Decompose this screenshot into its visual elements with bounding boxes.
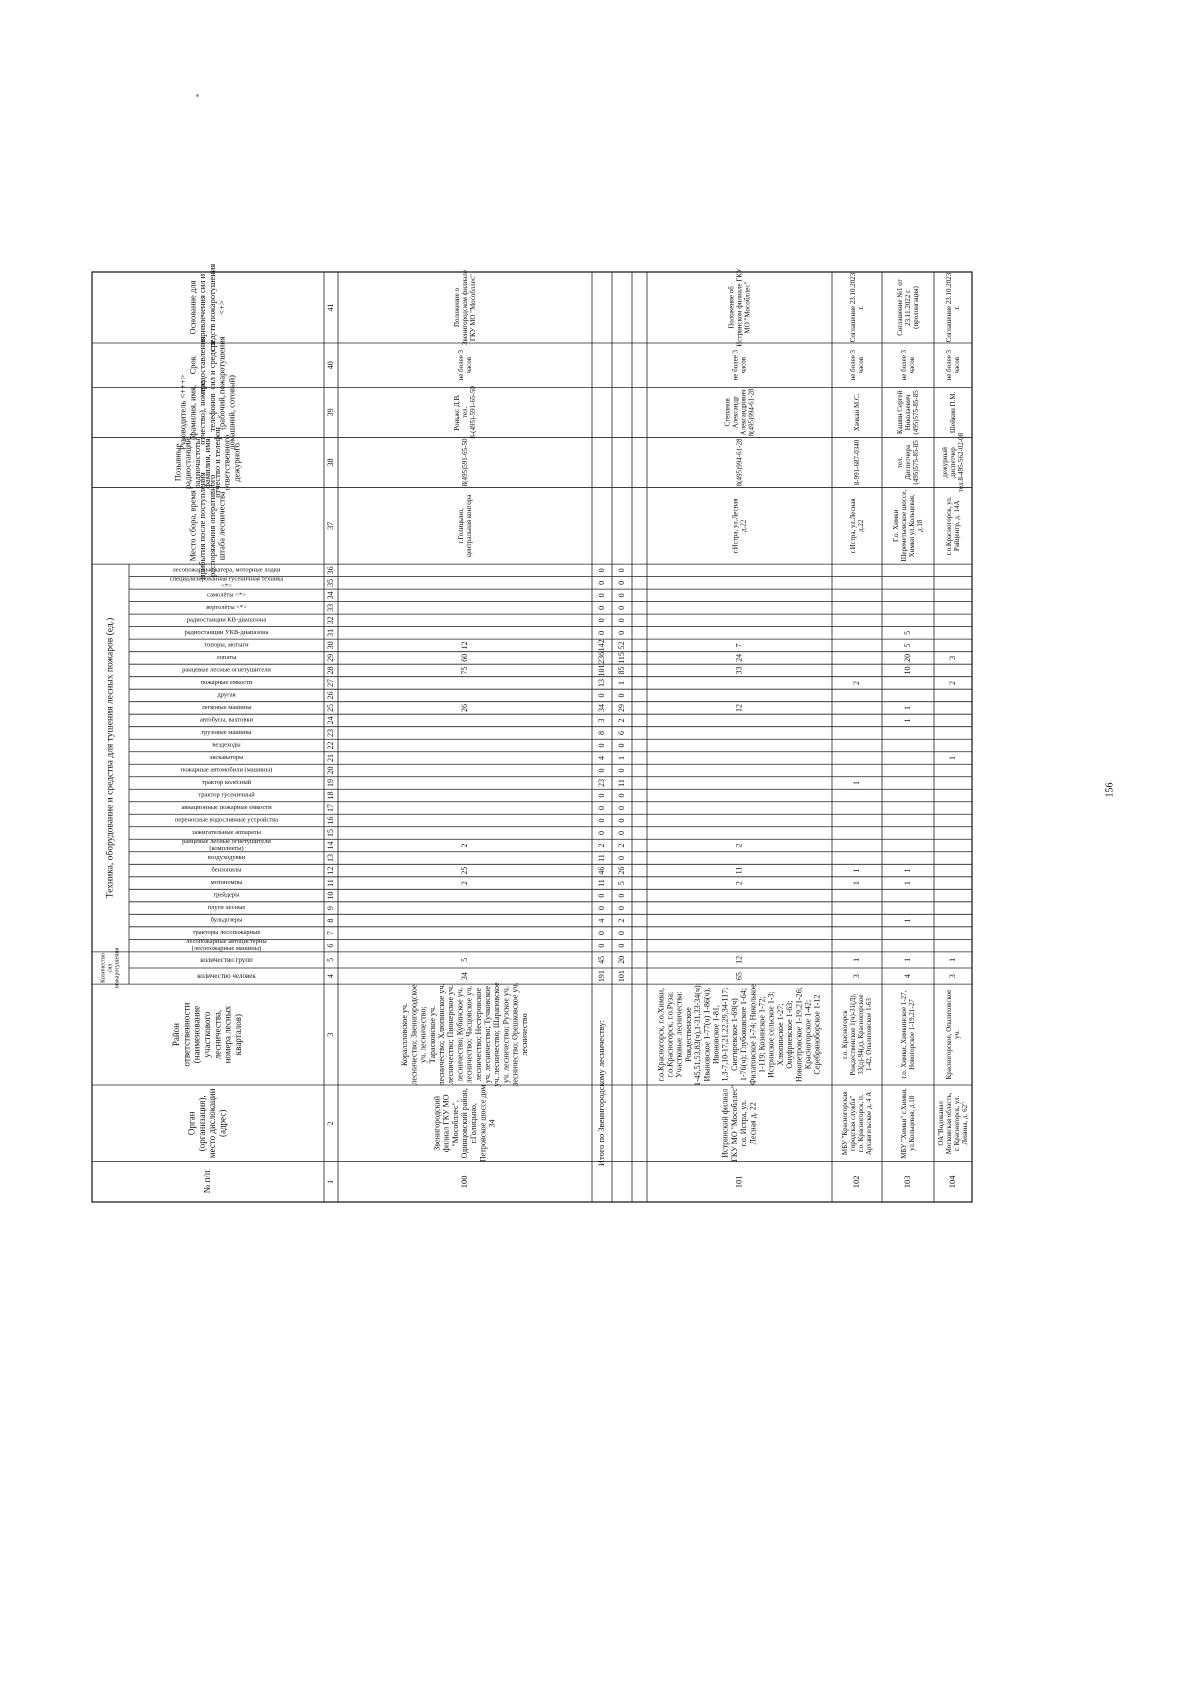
row-100-groups: 5 — [459, 957, 469, 962]
row-100-equipment-23: 75 — [459, 666, 469, 675]
header-equipment-24 — [217, 654, 238, 661]
subtotal-groups: 20 — [616, 955, 626, 964]
header-equipment-31 — [173, 567, 282, 574]
subtotal-equipment-9: 2 — [596, 843, 606, 848]
column-number: 24 — [325, 716, 335, 725]
header-num: № п/п — [202, 1170, 213, 1194]
column-number: 38 — [325, 458, 335, 467]
row-104-head: Шейкин П.М. — [948, 391, 957, 434]
subtotal-equipment-18: 6 — [616, 730, 626, 735]
header-equipment-18 — [201, 729, 252, 736]
row-100-num: 100 — [458, 1175, 469, 1189]
header-equipment-12-text: авиационные пожарные емкости — [181, 804, 272, 812]
row-103-head: Кашин СергейНиколаевич(495)575-85-85 — [895, 390, 920, 435]
subtotal-equipment-29: 0 — [616, 593, 626, 598]
column-number: 41 — [325, 303, 335, 312]
subtotal-equipment-20: 29 — [616, 703, 626, 712]
column-number: 6 — [325, 943, 335, 948]
subtotal-equipment-7: 26 — [616, 866, 626, 875]
subtotal-equipment-6: 5 — [616, 881, 626, 886]
header-equipment-4-text: плуги лесные — [207, 904, 246, 912]
column-number: 26 — [325, 691, 335, 700]
row-104-duty: дежурныйдиспетчертел.8-495-562-02-08 — [940, 432, 965, 493]
header-people — [197, 972, 256, 980]
header-equipment-28-text: вертолёты <*> — [206, 604, 247, 612]
row-104-term: не более 3часов — [944, 349, 961, 381]
column-number: 14 — [325, 841, 335, 850]
header-duty: Позывныерадиостанций,радиочастоты,фамилия, имя,отчество и телефонответственногодежурного — [172, 427, 242, 498]
header-equipment-16 — [210, 754, 245, 761]
subtotal-equipment-15: 0 — [616, 768, 626, 773]
header-equipment-1 — [186, 939, 267, 953]
subtotal-equipment-22: 1 — [616, 680, 626, 685]
row-101-groups: 12 — [734, 955, 744, 964]
header-equipment-18-text: грузовые машины — [201, 729, 252, 737]
header-equipment-28 — [206, 604, 247, 611]
column-number: 7 — [325, 931, 335, 936]
header-equipment-11-text: переносные водосливные устройства — [174, 817, 279, 825]
column-number: 35 — [325, 578, 335, 587]
row-100-equipment-9: 2 — [459, 843, 469, 848]
header-equipment-16-text: экскаваторы — [209, 754, 244, 762]
subtotal-equipment-12: 0 — [596, 806, 606, 811]
row-103-num: 103 — [901, 1175, 912, 1189]
subtotal-equipment-20: 34 — [596, 703, 606, 712]
header-equipment-10-text: зажигательные аппараты — [192, 829, 261, 837]
subtotal-equipment-24: 115 — [616, 652, 626, 664]
row-103-area: г.о. Химки, Химкинское 1-27,Новогорское 1-19,21-27 — [899, 990, 916, 1079]
row-100-equipment-24: 60 — [459, 653, 469, 662]
subtotal-equipment-6: 11 — [596, 879, 606, 887]
row-102-assembly: г.Истра, ул.Леснаяд.22 — [848, 498, 865, 554]
header-equipment-25 — [204, 642, 249, 649]
header-equipment-5-text: грейдеры — [213, 892, 240, 900]
header-equipment-27-text: радиостанции КВ-диапазона — [186, 616, 267, 624]
header-equipment-6-text: мотопомпы — [210, 879, 243, 887]
row-100-area: Кораллловское уч.лесничество; Звенигородскоеуч. лесничество;Тарасковское уч.лесничество; Хлюпинское уч.лесничество; Пионерское уч.лесничество; Кубинское уч.лесничество; Часцовское уч.лесничество; Нестеровскоеуч. лесничество; Тучковскоеуч. лесничество; Шараповскоеуч. лесничество; Рузское уч.лесничество; Орешковское уч.лесничество — [400, 982, 529, 1087]
row-102-groups: 1 — [851, 957, 861, 962]
subtotal-equipment-23: 85 — [616, 666, 626, 675]
column-number: 16 — [325, 816, 335, 825]
column-number: 33 — [325, 603, 335, 612]
row-104-people: 3 — [947, 974, 957, 979]
column-number: 23 — [325, 728, 335, 737]
row-100-duty: 8(495)591-65-50 — [460, 438, 469, 487]
column-number: 19 — [325, 778, 335, 787]
header-equipment-10 — [192, 830, 262, 837]
header-equipment-5 — [213, 892, 240, 899]
row-101-equipment-20: 12 — [734, 703, 744, 712]
row-100-org: Звенигородскийфилиал ГКУ МО"Мособллес",Одинцовский район,г.Голицыно,Петровское шоссе дом34 — [432, 1084, 497, 1163]
subtotal-equipment-21: 0 — [596, 693, 606, 698]
header-groups — [200, 956, 253, 964]
row-104-area: Красногорское, Опалиховскоеуч. — [944, 989, 961, 1080]
subtotal-equipment-25: 142 — [596, 639, 606, 652]
column-number: 36 — [325, 566, 335, 575]
header-equipment-26-text: радиостанции УКВ-диапазона — [184, 629, 269, 637]
header-equipment-9-text: ранцевые лесные огнетушители (комплекты) — [182, 838, 271, 853]
subtotal-people: 191 — [596, 970, 606, 983]
header-equipment-20-text: легковые машины — [201, 704, 252, 712]
header-equipment-6 — [211, 880, 243, 887]
column-number: 8 — [325, 918, 335, 923]
subtotal-equipment-1: 0 — [616, 943, 626, 948]
column-number: 2 — [325, 1121, 335, 1126]
row-101-area: г.о.Красногорск, г.о.Химки,г.о.Красногорск, г.о.Руза;Участковые лесничества:Рождественское1-45,51,53,83(ч),1-31,33-34(ч);Ивановское 1-77(ч) 1-86(ч),Ивоновское 1-81,1,3-7,10-17,21,22,29,34-117;Снегиревское 1-69(ч)1-76(ч); Глубоковское 1-64;Филатовское 1-74; Николькое1-119; Козинское 1-72;Истринское сельское 1-3;Хлюпинское 1-27;Онуфриевское 1-63;Новопетровское 1-19,21-26;Красногорское 1-42;Серебряноборское 1-12 — [656, 983, 822, 1087]
header-org: Орган(организация),место дислокации(адрес) — [186, 1088, 228, 1159]
column-number: 25 — [325, 703, 335, 712]
header-equipment-20 — [201, 704, 252, 711]
subtotal-label: Итого по Звенигородскому лесничеству: — [595, 1019, 606, 1167]
row-101-org: Истринский филиалГКУ МО "Мособллес"г.о. Истра, ул.Лесная д. 22 — [720, 1084, 758, 1162]
subtotal-equipment-8: 0 — [616, 856, 626, 861]
header-equipment-19 — [200, 717, 254, 724]
row-104-equipment-22: 2 — [947, 680, 957, 685]
row-101-duty: 8(495)994-61-28 — [735, 438, 744, 487]
row-101-assembly: г.Истра, ул.Леснаяд.22 — [731, 498, 748, 554]
column-number: 28 — [325, 666, 335, 675]
header-equipment-1-text: лесопожарные автоцистерны (лесопожарные машины) — [186, 938, 267, 953]
row-103-equipment-23: 10 — [902, 666, 912, 675]
subtotal-equipment-2: 0 — [596, 931, 606, 936]
column-number: 27 — [325, 678, 335, 687]
column-number: 39 — [325, 408, 335, 417]
row-101-equipment-9: 2 — [734, 843, 744, 848]
row-103-groups: 1 — [902, 957, 912, 962]
row-103-equipment-26: 5 — [902, 630, 912, 635]
subtotal-equipment-14: 23 — [596, 778, 606, 787]
row-103-equipment-6: 1 — [902, 881, 912, 886]
row-100-people: 34 — [459, 972, 469, 981]
header-equipment-3 — [211, 917, 243, 924]
subtotal-equipment-29: 0 — [596, 593, 606, 598]
row-103-assembly: Г.о. ХимкиШереметьевское шоссе,Химки ул.Кольцевая,д.18 — [891, 489, 924, 562]
column-number: 5 — [325, 957, 335, 962]
header-equipment-9 — [182, 838, 271, 852]
header-equipment-26 — [184, 629, 268, 636]
subtotal-groups: 45 — [596, 955, 606, 964]
subtotal-equipment-17: 0 — [616, 743, 626, 748]
subtotal-equipment-25: 52 — [616, 641, 626, 650]
header-equipment-8-text: воздуходувки — [207, 854, 246, 862]
header-equipment-23 — [182, 667, 271, 674]
row-101-equipment-23: 33 — [734, 666, 744, 675]
column-number: 30 — [325, 641, 335, 650]
page-number: 156 — [1104, 782, 1116, 798]
header-head: Руководитель <+++>(фамилия, имя,отчество), номерателефонов(рабочий,домашний, сотовый) — [177, 374, 237, 451]
subtotal-equipment-22: 13 — [596, 678, 606, 687]
header-equipment-14 — [202, 779, 252, 786]
row-100-equipment-7: 25 — [459, 866, 469, 875]
header-people-text: количество человек — [197, 971, 256, 980]
subtotal-equipment-16: 1 — [616, 755, 626, 760]
row-104-basis: Соглашение 23.10.2023г. — [944, 272, 961, 343]
subtotal-people: 101 — [616, 970, 626, 983]
row-102-equipment-22: 2 — [851, 680, 861, 685]
subtotal-equipment-7: 46 — [596, 866, 606, 875]
subtotal-equipment-12: 0 — [616, 806, 626, 811]
header-equipment-22 — [201, 679, 254, 686]
row-103-term: не более 3часов — [899, 349, 916, 381]
header-equipment-15 — [181, 767, 272, 774]
subtotal-equipment-28: 0 — [596, 605, 606, 610]
column-number: 10 — [325, 891, 335, 900]
row-104-equipment-16: 1 — [947, 755, 957, 760]
row-101-equipment-24: 24 — [734, 653, 744, 662]
subtotal-equipment-13: 0 — [596, 793, 606, 798]
column-number: 18 — [325, 791, 335, 800]
subtotal-equipment-15: 0 — [596, 768, 606, 773]
column-number: 40 — [325, 361, 335, 370]
subtotal-equipment-27: 0 — [616, 618, 626, 623]
header-equipment-30 — [170, 576, 284, 590]
row-103-org: МБУ "Химки" г.Химки,ул.Кольцевая, д.18 — [899, 1088, 916, 1159]
header-equipment-4 — [208, 905, 246, 912]
row-101-head: СтепановАлександрАлександрович8(495)994-61-28 — [723, 388, 756, 437]
column-number: 21 — [325, 753, 335, 762]
row-101-equipment-25: 7 — [734, 643, 744, 648]
row-103-equipment-19: 1 — [902, 718, 912, 723]
subtotal-equipment-26: 0 — [596, 630, 606, 635]
row-102-equipment-14: 1 — [851, 780, 861, 785]
column-number: 17 — [325, 804, 335, 813]
header-equipment-19-text: автобусы, вахтовки — [199, 716, 254, 724]
header-equipment-8 — [208, 855, 246, 862]
column-number: 9 — [325, 906, 335, 911]
header-equipment-29-text: самолёты <*> — [207, 591, 246, 599]
column-number: 32 — [325, 616, 335, 625]
header-equipment-23-text: ранцевые лесные огнетушители — [182, 666, 271, 674]
row-104-assembly: г.о.Красногорск, ул.Райцентр, д. 14А — [944, 496, 961, 556]
column-number: 15 — [325, 829, 335, 838]
subtotal-equipment-11: 0 — [596, 818, 606, 823]
row-103-equipment-25: 5 — [902, 643, 912, 648]
row-103-equipment-3: 1 — [902, 918, 912, 923]
header-equipment-17 — [212, 742, 241, 749]
subtotal-equipment-1: 0 — [596, 943, 606, 948]
header-term: Срокпредоставлениясил и средствпожаротушения — [187, 336, 227, 395]
row-100-head: Роньжс Д.В.тел.8-(495)-591-65-50 — [452, 386, 477, 439]
header-forces-group: Количествосилпожаротушения — [100, 947, 121, 989]
header-equipment-7 — [212, 867, 243, 874]
header-equipment-2-text: тракторы лесопожарные — [192, 929, 261, 937]
subtotal-equipment-4: 0 — [596, 906, 606, 911]
header-equipment-29 — [207, 592, 246, 599]
subtotal-equipment-26: 0 — [616, 630, 626, 635]
row-104-equipment-24: 3 — [947, 655, 957, 660]
header-assembly: Место сбора, времяприбытия после поступленияраспоряжения оперативногоштаба лесничества — [187, 472, 227, 580]
header-equipment-3-text: бульдозеры — [210, 917, 243, 925]
subtotal-equipment-19: 2 — [616, 718, 626, 723]
row-100-term: не более 3часов — [456, 349, 473, 381]
subtotal-equipment-10: 0 — [616, 831, 626, 836]
header-equipment-13 — [198, 792, 255, 799]
row-102-duty: 8-991-687-0340 — [852, 439, 861, 486]
row-102-equipment-7: 1 — [851, 868, 861, 873]
header-equipment-27 — [187, 617, 267, 624]
subtotal-equipment-23: 101 — [596, 664, 606, 677]
column-number: 13 — [325, 854, 335, 863]
subtotal-equipment-3: 4 — [596, 918, 606, 923]
row-101-people: 65 — [734, 972, 744, 981]
column-number: 12 — [325, 866, 335, 875]
row-103-people: 4 — [902, 974, 912, 979]
subtotal-equipment-4: 0 — [616, 906, 626, 911]
header-equipment-15-text: пожарные автомобили (машины) — [180, 766, 273, 774]
header-basis: Основание дляпривлечения сил исредств пожаротушения<+> — [187, 263, 227, 352]
header-equipment-21 — [217, 692, 235, 699]
subtotal-equipment-24: 236 — [596, 651, 606, 664]
subtotal-equipment-16: 4 — [596, 755, 606, 760]
subtotal-equipment-13: 0 — [616, 793, 626, 798]
subtotal-equipment-19: 3 — [596, 718, 606, 723]
row-103-equipment-20: 1 — [902, 705, 912, 710]
column-number: 22 — [325, 741, 335, 750]
header-equipment-31-text: лесопожарные катера, моторные лодки — [172, 566, 281, 574]
row-103-equipment-7: 1 — [902, 868, 912, 873]
subtotal-equipment-27: 0 — [596, 618, 606, 623]
row-102-head: Хачкан М.С. — [852, 393, 861, 432]
row-102-area: г.о. КрасногорскРождественское 1(ч)-31(Д),33(д)-94(д), Красногорское1-42, Опалиховское 1-63 — [840, 993, 873, 1076]
subtotal-equipment-17: 0 — [596, 743, 606, 748]
row-103-duty: тел.Диспетчера(495)575-85-85 — [895, 440, 920, 485]
column-number: 31 — [325, 628, 335, 637]
row-101-equipment-6: 2 — [734, 881, 744, 886]
row-104-org: ОА"ВодоканалМосковская область,г. Красногорск, ул.Ленина, д. 62" — [936, 1092, 969, 1155]
subtotal-equipment-18: 8 — [596, 730, 606, 735]
row-102-basis: Соглашение 23.10.2023г. — [848, 272, 865, 343]
column-number: 11 — [325, 879, 335, 887]
subtotal-equipment-3: 2 — [616, 918, 626, 923]
column-number: 1 — [325, 1179, 335, 1184]
header-equipment-7-text: бензопилы — [211, 867, 242, 875]
row-102-num: 102 — [850, 1175, 861, 1189]
subtotal-equipment-28: 0 — [616, 605, 626, 610]
subtotal-equipment-31: 0 — [596, 568, 606, 573]
header-equipment-13-text: трактор гусеничный — [198, 791, 255, 799]
header-equipment-group: Техника, оборудование и средства для тушения лесных пожаров (ед.) — [105, 617, 116, 899]
header-equipment-25-text: топоры, мотыги — [204, 641, 249, 649]
column-number: 34 — [325, 591, 335, 600]
row-100-assembly: г.Голицыно,центральная контора — [456, 494, 473, 557]
subtotal-equipment-11: 0 — [616, 818, 626, 823]
row-104-num: 104 — [946, 1175, 957, 1189]
row-101-equipment-7: 11 — [734, 866, 744, 875]
header-equipment-30-text: специализированная гусеничная техника <*> — [169, 575, 284, 590]
subtotal-equipment-14: 11 — [616, 779, 626, 787]
header-equipment-11 — [175, 817, 278, 824]
row-100-equipment-20: 26 — [459, 703, 469, 712]
header-groups-text: количество групп — [200, 955, 253, 964]
subtotal-equipment-30: 0 — [596, 580, 606, 585]
column-number: 3 — [325, 1032, 335, 1037]
row-100-equipment-25: 12 — [459, 641, 469, 650]
row-102-people: 3 — [851, 974, 861, 979]
header-equipment-21-text: другая — [217, 691, 236, 699]
header-equipment-2 — [193, 930, 261, 937]
subtotal-equipment-21: 0 — [616, 693, 626, 698]
row-101-num: 101 — [733, 1175, 744, 1189]
row-102-equipment-6: 1 — [851, 881, 861, 886]
subtotal-equipment-8: 11 — [596, 854, 606, 862]
header-equipment-22-text: пожарные емкости — [200, 679, 253, 687]
header-equipment-14-text: трактор колёсный — [201, 779, 252, 787]
subtotal-equipment-5: 0 — [596, 893, 606, 898]
header-area: Районответственности(наименованиеучастковоголесничества,номера лесныхкварталов) — [171, 1002, 244, 1067]
column-number: 4 — [325, 974, 335, 979]
column-number: 29 — [325, 653, 335, 662]
row-100-equipment-6: 2 — [459, 881, 469, 886]
header-equipment-12 — [181, 804, 272, 811]
row-102-term: не более 3часов — [848, 349, 865, 381]
subtotal-equipment-31: 0 — [616, 568, 626, 573]
column-number: 37 — [325, 521, 335, 530]
row-101-basis: Положение обИстринском филиале ГКУМО "Мособллес" — [727, 268, 752, 347]
row-104-groups: 1 — [947, 957, 957, 962]
header-equipment-17-text: вездеходы — [212, 741, 241, 749]
row-102-org: МБУ "Красногорскаягородская служба"г.о. Красногорск, п.Архангельское д. 4 А — [840, 1091, 873, 1156]
subtotal-equipment-5: 0 — [616, 893, 626, 898]
row-100-basis: Положение оЗвенигородском филиалеГКУ МО "Мособллес" — [452, 270, 477, 345]
header-equipment-24-text: лопаты — [216, 654, 237, 662]
row-103-equipment-24: 20 — [902, 653, 912, 662]
subtotal-equipment-10: 0 — [596, 831, 606, 836]
subtotal-equipment-2: 0 — [616, 931, 626, 936]
subtotal-equipment-9: 2 — [616, 843, 626, 848]
subtotal-equipment-30: 0 — [616, 580, 626, 585]
row-101-term: не более 3часов — [731, 349, 748, 381]
row-103-basis: Соглашение №1 от23.11.2022 г.(пролонгация) — [895, 279, 920, 336]
column-number: 20 — [325, 766, 335, 775]
